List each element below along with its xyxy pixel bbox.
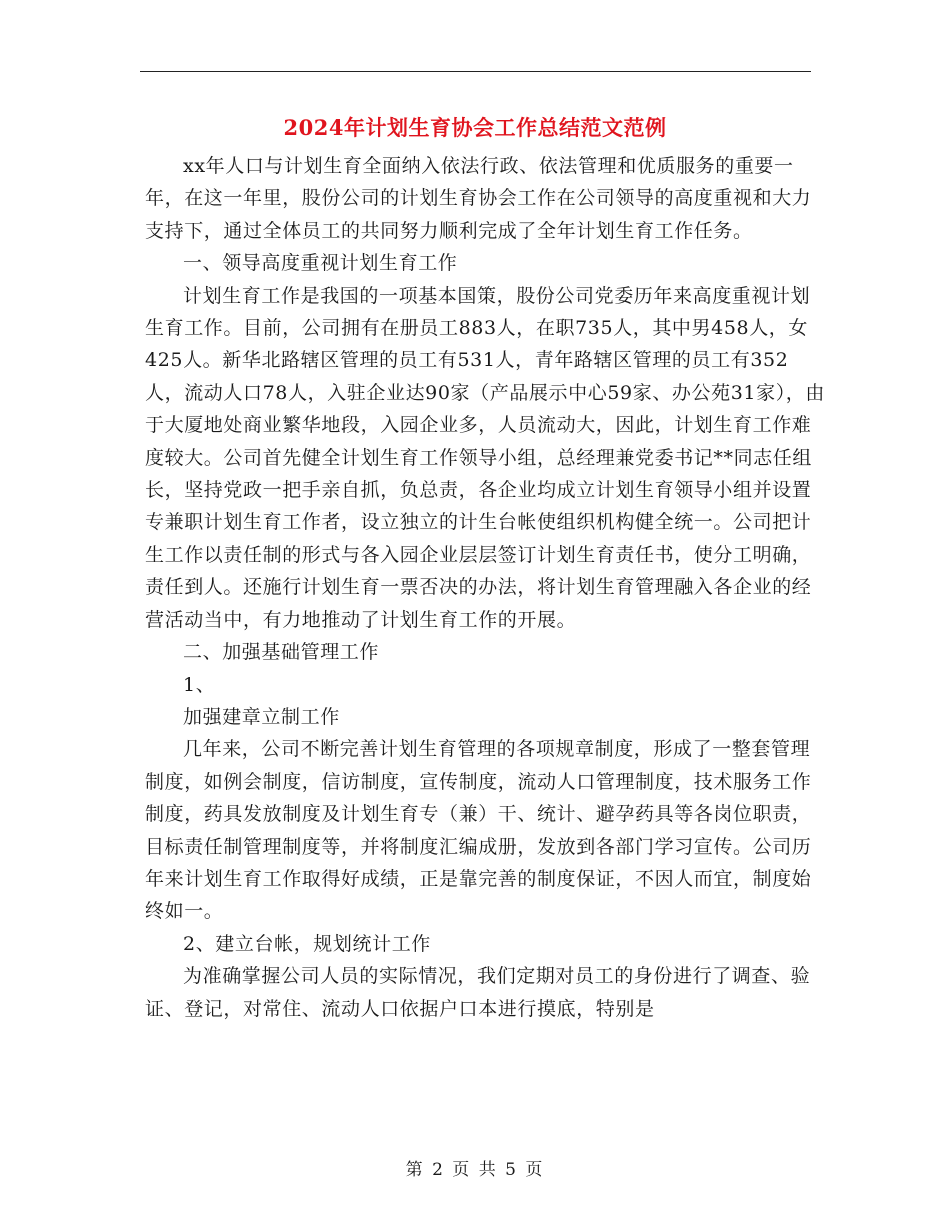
heading-subsection-1: 加强建章立制工作 [183, 705, 340, 728]
heading-subsection-2: 2、建立台帐，规划统计工作 [183, 932, 431, 955]
paragraph-intro: xx年人口与计划生育全面纳入依法行政、依法管理和优质服务的重要一年，在这一年里，股份公司的计划生育协会工作在公司领导的高度重视和大力支持下，通过全体员工的共同努力顺利完成了全年计划生育工作任务。 [145, 155, 812, 242]
item-number-1: 1、 [183, 673, 216, 696]
document-body [145, 150, 825, 1025]
heading-section-2: 二、加强基础管理工作 [183, 641, 380, 664]
document-title: 2024年计划生育协会工作总结范文范例 [283, 115, 667, 140]
header-rule [140, 71, 811, 72]
paragraph-regulations: 几年来，公司不断完善计划生育管理的各项规章制度，形成了一整套管理制度，如例会制度，信访制度，宣传制度，流动人口管理制度，技术服务工作制度，药具发放制度及计划生育专（兼）干、统计、避孕药具等各岗位职责，目标责任制管理制度等，并将制度汇编成册，发放到各部门学习宣传。公司历年来计划生育工作取得好成绩，正是靠完善的制度保证，不因人而宜，制度始终如一。 [145, 738, 812, 923]
heading-section-1: 一、领导高度重视计划生育工作 [183, 252, 458, 275]
page-number: 第 2 页 共 5 页 [405, 1160, 545, 1180]
paragraph-statistics: 为准确掌握公司人员的实际情况，我们定期对员工的身份进行了调查、验证、登记，对常住、流动人口依据户口本进行摸底，特别是 [145, 965, 811, 1020]
paragraph-leadership: 计划生育工作是我国的一项基本国策，股份公司党委历年来高度重视计划生育工作。目前，公司拥有在册员工883人，在职735人，其中男458人，女425人。新华北路辖区管理的员工有531人，青年路辖区管理的员工有352人，流动人口78人，入驻企业达90家（产品展示中心59家、办公苑31家），由于大厦地处商业繁华地段，入园企业多，人员流动大，因此，计划生育工作难度较大。公司首先健全计划生育工作领导小组，总经理兼党委书记**同志任组长，坚持党政一把手亲自抓，负总责，各企业均成立计划生育领导小组并设置专兼职计划生育工作者，设立独立的计生台帐使组织机构健全统一。公司把计生工作以责任制的形式与各入园企业层层签订计划生育责任书，使分工明确，责任到人。还施行计划生育一票否决的办法，将计划生育管理融入各企业的经营活动当中，有力地推动了计划生育工作的开展。 [145, 284, 826, 631]
